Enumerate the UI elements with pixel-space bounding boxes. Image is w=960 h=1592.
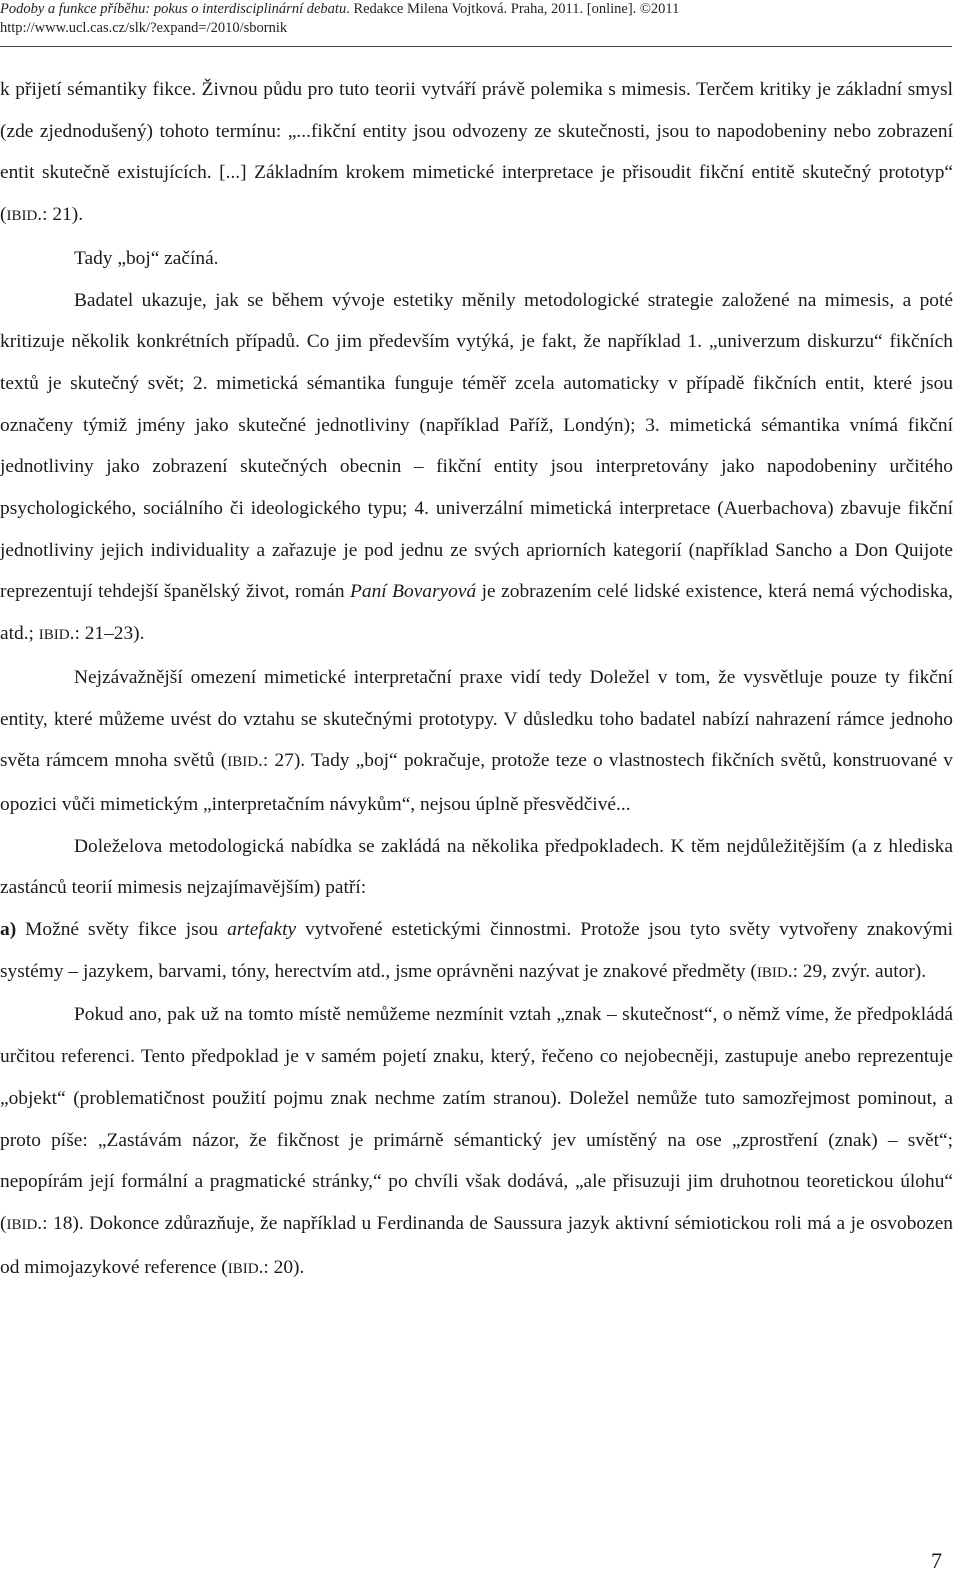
- ibid-abbrev: IBID: [227, 754, 259, 771]
- text-run: je zobrazením celé lidské existence, která nemá východiska, atd.;: [0, 581, 953, 645]
- ibid-abbrev: IBID: [756, 964, 788, 981]
- text-run: .: 29, zvýr. autor).: [787, 960, 927, 982]
- text-run: .: 18). Dokonce zdůrazňuje, že například u Ferdinanda de Saussura jazyk aktivní sémiotickou roli má a je osvobozen od mimojazykové reference (: [0, 1212, 953, 1278]
- list-label: a): [0, 919, 17, 941]
- paragraph-6: [0, 909, 953, 994]
- text-run: Nejzávažnější omezení mimetické interpretační praxe vidí tedy Doležel v tom, že vysvětluje pouze ty fikční entity, které můžeme uvést do vztahu se skutečnými prototypy. V důsledku toho badatel nabízí nahrazení rámce jednoho světa rámcem mnoha světů (: [0, 666, 953, 772]
- header-divider: [0, 46, 952, 47]
- header-citation: [0, 1, 679, 17]
- text-run: .: 20).: [258, 1256, 305, 1278]
- paragraph-3: [0, 280, 953, 657]
- header-citation-title: Podoby a funkce příběhu: pokus o interdisciplinární debatu: [0, 1, 347, 17]
- text-run: Pokud ano, pak už na tomto místě nemůžeme nezmínit vztah „znak – skutečnost“, o němž víme, že předpokládá určitou referenci. Tento předpoklad je v samém pojetí znaku, který, řečeno co nejobecněji, zastupuje anebo reprezentuje „objekt“ (problematičnost použití pojmu znak nechme zatím stranou). Doležel nemůže tuto samozřejmost pominout, a proto píše: „Zastávám názor, že fikčnost je primárně sémantický jev umístěný na ose „zprostření (znak) – svět“; nepopírám její formální a pragmatické stránky,“ po chvíli však dodává, „ale přisuzuji jim druhotnou teoretickou úlohu“ (: [0, 1004, 953, 1234]
- paragraph-7: [0, 994, 953, 1290]
- paragraph-1: [0, 69, 953, 238]
- paragraph-4: [0, 657, 953, 826]
- ibid-abbrev: IBID: [38, 627, 70, 644]
- text-run: vytvořené estetickými činnostmi. Protože jsou tyto světy vytvořeny znakovými systémy – jazykem, barvami, tóny, herectvím atd., jsme oprávněni nazývat je znakové předměty (: [0, 919, 953, 982]
- text-run: .: 27). Tady „boj“ pokračuje, protože teze o vlastnostech fikčních světů, konstruované v opozici vůči mimetickým „interpretačním návykům“, nejsou úplně přesvědčivé...: [0, 750, 953, 815]
- header-url: http://www.ucl.cas.cz/slk/?expand=/2010/sbornik: [0, 20, 288, 36]
- text-run: Možné světy fikce jsou: [16, 919, 228, 941]
- book-title: Paní Bovaryová: [350, 581, 477, 603]
- paragraph-5: Doleželova metodologická nabídka se zakládá na několika předpokladech. K těm nejdůležitějším (a z hlediska zastánců teorií mimesis nejzajímavějším) patří:: [0, 835, 953, 899]
- text-run: k přijetí sémantiky fikce. Živnou půdu pro tuto teorii vytváří právě polemika s mimesis. Terčem kritiky je základní smysl (zde zjednodušený) tohoto termínu: „...fikční entity jsou odvozeny ze skutečnosti, jsou to napodobeniny nebo zobrazení entit skutečně existujících. [...] Základním krokem mimetické interpretace je přisoudit fikční entitě skutečný prototyp“ (: [0, 79, 953, 226]
- emphasis: artefakty: [227, 919, 297, 941]
- ibid-abbrev: IBID: [6, 208, 38, 225]
- text-run: .: 21).: [37, 204, 84, 226]
- page-header: [0, 0, 960, 38]
- page-number: 7: [931, 1548, 942, 1573]
- ibid-abbrev: IBID: [6, 1216, 38, 1233]
- text-run: Badatel ukazuje, jak se během vývoje estetiky měnily metodologické strategie založené na mimesis, a poté kritizuje několik konkrétních případů. Co jim především vytýká, je fakt, že například 1. „univerzum diskurzu“ fikčních textů je skutečný svět; 2. mimetická sémantika funguje téměř zcela automaticky v případě fikčních entit, které jsou označeny týmiž jmény jako skutečné jednotliviny (například Paříž, Londýn); 3. mimetická sémantika vnímá fikční jednotliviny jako zobrazení skutečných obecnin – fikční entity jsou interpretovány jako napodobeniny určitého psychologického, sociálního či ideologického typu; 4. univerzální mimetická interpretace (Auerbachova) zbavuje fikční jednotliviny jejich individuality a zařazuje je pod jednu ze svých apriorních kategorií (například Sancho a Don Quijote reprezentují tehdejší španělský život, román: [0, 289, 953, 603]
- header-citation-rest: . Redakce Milena Vojtková. Praha, 2011. [online]. ©2011: [346, 1, 680, 17]
- ibid-abbrev: IBID: [227, 1260, 259, 1277]
- article-body: [0, 69, 953, 1290]
- text-run: .: 21–23).: [69, 623, 145, 645]
- paragraph-2: Tady „boj“ začíná.: [74, 247, 219, 269]
